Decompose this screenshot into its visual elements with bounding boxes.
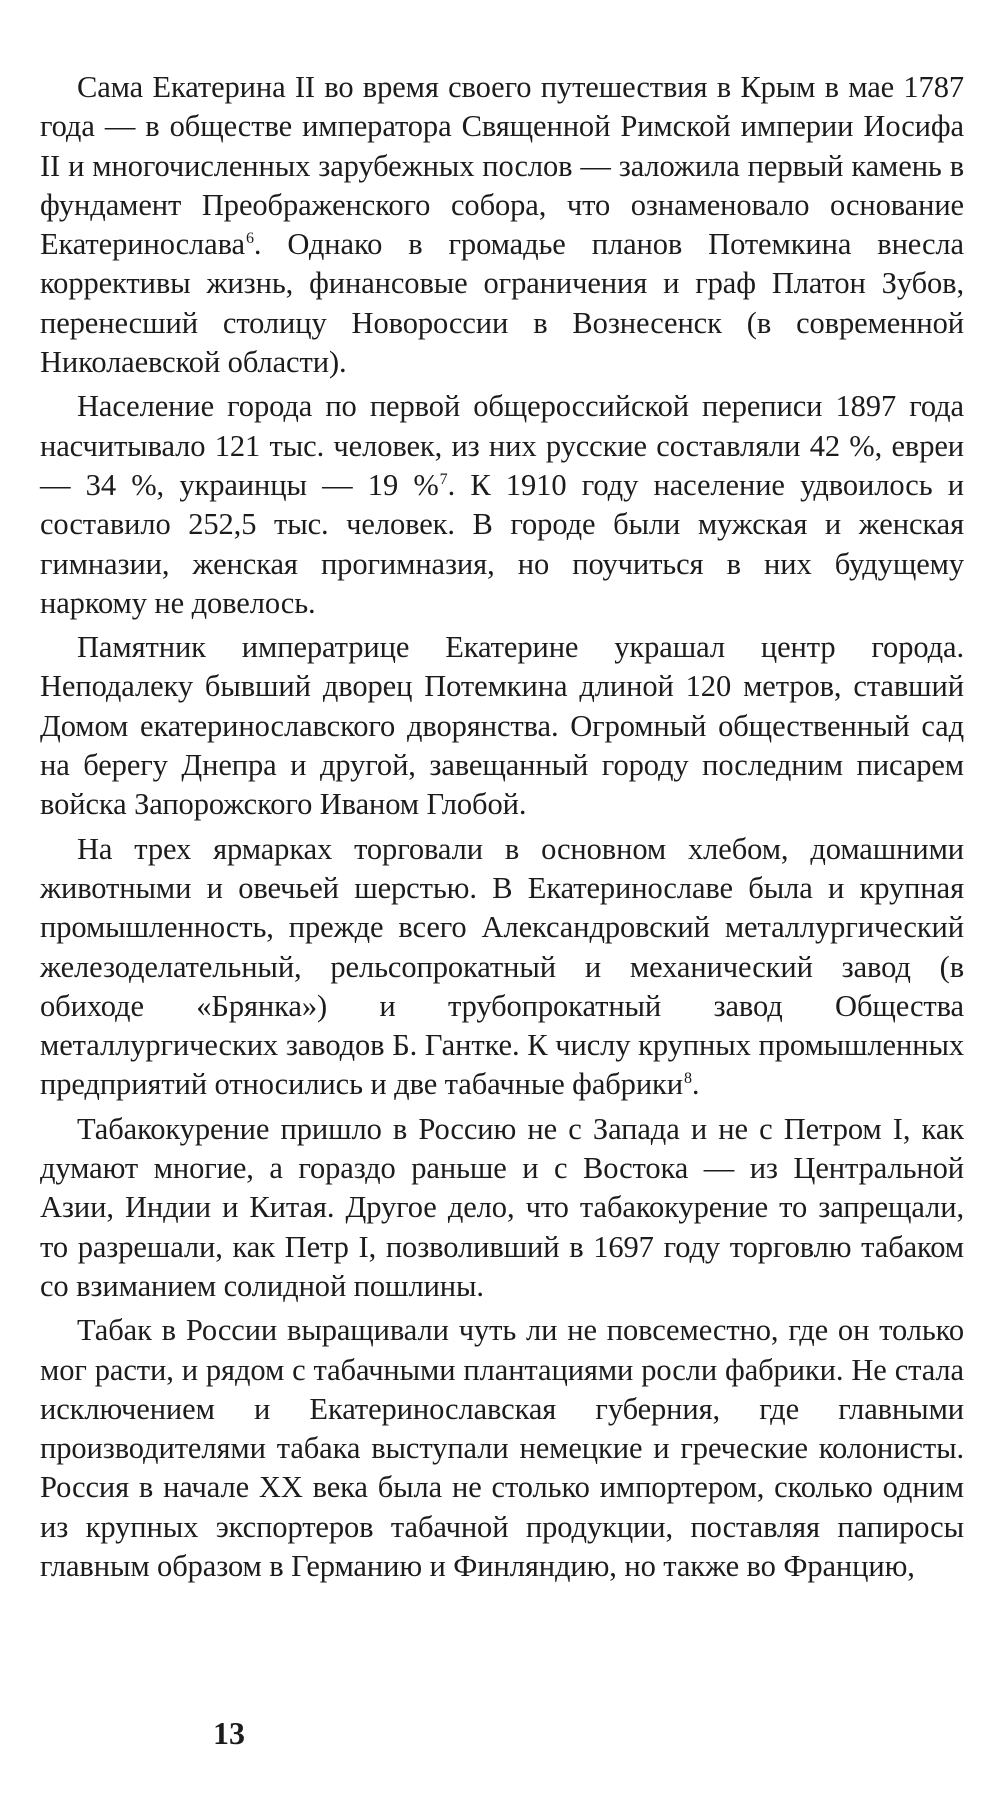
paragraph-5 bbox=[40, 1110, 964, 1306]
page-body bbox=[40, 68, 964, 1591]
paragraph-6 bbox=[40, 1311, 964, 1586]
paragraph-3 bbox=[40, 628, 964, 824]
paragraph-4-tail: . bbox=[691, 1067, 700, 1102]
footnote-marker-7: 7 bbox=[439, 470, 448, 488]
paragraph-1-text: Сама Екатерина II во время своего путешествия в Крым в мае 1787 года — в обществе императора Священной Римской империи Иосифа II и многочисленных зарубежных послов — заложила первый камень в фундамент Преображенского собора, что ознаменовало основание Екатеринослава bbox=[40, 70, 964, 262]
footnote-marker-6: 6 bbox=[245, 230, 254, 248]
paragraph-4 bbox=[40, 830, 964, 1105]
paragraph-1 bbox=[40, 68, 964, 382]
paragraph-2 bbox=[40, 387, 964, 623]
page-number: 13 bbox=[213, 1715, 245, 1751]
paragraph-6-text: Табак в России выращивали чуть ли не повсеместно, где он только мог расти, и рядом с табачными плантациями росли фабрики. Не стала исключением и Екатеринославская губерния, где главными производителями табака выступали немецкие и греческие колонисты. Россия в начале XX века была не столько импортером, сколько одним из крупных экспортеров табачной продукции, поставляя папиросы главным образом в Германию и Финляндию, но также во Францию, bbox=[40, 1313, 964, 1583]
paragraph-1-tail: . Однако в громадье планов Потемкина внесла коррективы жизнь, финансовые ограничения и граф Платон Зубов, перенесший столицу Новороссии в Вознесенск (в современной Николаевской области). bbox=[40, 227, 964, 380]
paragraph-4-text: На трех ярмарках торговали в основном хлебом, домашними животными и овечьей шерстью. В Екатеринославе была и крупная промышленность, прежде всего Александровский металлургический железоделательный, рельсопрокатный и механический завод (в обиходе «Брянка») и трубопрокатный завод Общества металлургических заводов Б. Гантке. К числу крупных промышленных предприятий относились и две табачные фабрики bbox=[40, 831, 964, 1102]
footnote-marker-8: 8 bbox=[684, 1070, 692, 1088]
paragraph-5-text: Табакокурение пришло в Россию не с Запада и не с Петром I, как думают многие, а гораздо раньше и с Востока — из Центральной Азии, Индии и Китая. Другое дело, что табакокурение то запрещали, то разрешали, как Петр I, позволивший в 1697 году торговлю табаком со взиманием солидной пошлины. bbox=[40, 1111, 964, 1303]
paragraph-2-tail: . К 1910 году население удвоилось и составило 252,5 тыс. человек. В городе были мужская и женская гимназии, женская прогимназия, но поучиться в них будущему наркому не довелось. bbox=[40, 467, 965, 620]
paragraph-3-text: Памятник императрице Екатерине украшал центр города. Неподалеку бывший дворец Потемкина длиной 120 метров, ставший Домом екатеринославского дворянства. Огромный общественный сад на берегу Днепра и другой, завещанный городу последним писарем войска Запорожского Иваном Глобой. bbox=[40, 630, 964, 822]
paragraph-2-text: Население города по первой общероссийской переписи 1897 года насчитывало 121 тыс. человек, из них русские составляли 42 %, евреи — 34 %, украинцы — 19 % bbox=[40, 389, 964, 502]
